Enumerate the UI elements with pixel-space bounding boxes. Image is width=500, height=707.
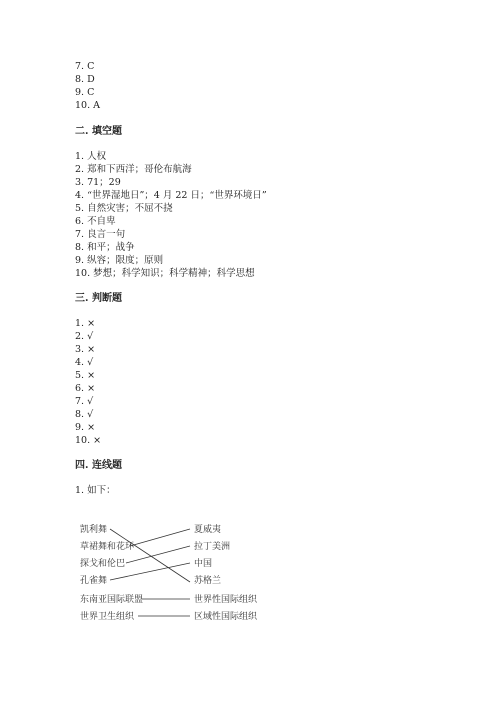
judge-answer: 3. × — [75, 344, 96, 355]
judge-answer: 4. √ — [75, 357, 94, 368]
section-heading-matching: 四. 连线题 — [75, 460, 122, 471]
fill-answer: 9. 纵容；限度；原则 — [75, 255, 164, 266]
judge-answer: 10. × — [75, 435, 102, 446]
judge-answer: 7. √ — [75, 396, 94, 407]
fill-answer: 5. 自然灾害；不屈不挠 — [75, 203, 173, 214]
choice-answer: 7. C — [75, 61, 95, 72]
fill-answer: 3. 71；29 — [75, 177, 121, 188]
match-line — [130, 529, 190, 546]
left-item: 草裙舞和花环 — [80, 542, 135, 552]
judge-answer: 2. √ — [75, 331, 94, 342]
left-item: 孔雀舞 — [80, 576, 108, 586]
right-item: 中国 — [194, 559, 213, 569]
left-item: 世界卫生组织 — [80, 612, 135, 622]
fill-answer: 6. 不自卑 — [75, 216, 116, 227]
fill-answer: 8. 和平；战争 — [75, 242, 135, 253]
right-item: 区域性国际组织 — [194, 612, 258, 622]
fill-answer: 1. 人权 — [75, 151, 107, 162]
fill-answer: 10. 梦想；科学知识；科学精神；科学思想 — [75, 268, 255, 279]
right-item: 苏格兰 — [194, 576, 222, 586]
judge-answer: 1. × — [75, 318, 96, 329]
matching-diagram — [70, 518, 290, 628]
right-item: 世界性国际组织 — [194, 595, 258, 605]
choice-answer: 8. D — [75, 74, 95, 85]
judge-answer: 6. × — [75, 383, 96, 394]
left-item: 探戈和伦巴 — [80, 559, 126, 569]
fill-answer: 7. 良言一句 — [75, 229, 126, 240]
section-heading-fill-blank: 二. 填空题 — [75, 126, 122, 137]
right-item: 拉丁美洲 — [194, 542, 231, 552]
judge-answer: 9. × — [75, 422, 96, 433]
match-line — [110, 529, 190, 582]
left-item: 东南亚国际联盟 — [80, 595, 144, 605]
choice-answer: 9. C — [75, 87, 95, 98]
fill-answer: 4. “世界湿地日”；4 月 22 日；“世界环境日” — [75, 190, 267, 201]
choice-answer: 10. A — [75, 100, 100, 111]
judge-answer: 8. √ — [75, 409, 94, 420]
matching-intro: 1. 如下： — [75, 485, 116, 496]
section-heading-judgement: 三. 判断题 — [75, 293, 122, 304]
right-item: 夏威夷 — [194, 525, 222, 535]
left-item: 凯利舞 — [80, 525, 108, 535]
fill-answer: 2. 郑和下西洋；哥伦布航海 — [75, 164, 192, 175]
judge-answer: 5. × — [75, 370, 96, 381]
